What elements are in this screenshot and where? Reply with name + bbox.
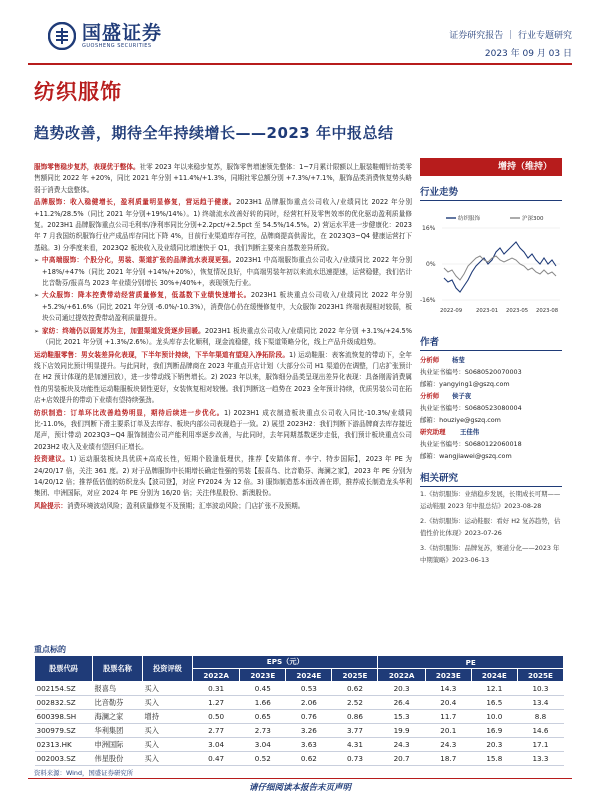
key-stocks-table bbox=[34, 655, 564, 766]
report-type: 证券研究报告 ｜ 行业专题研究 bbox=[449, 31, 572, 41]
trend-chart bbox=[420, 208, 562, 318]
cell-eps-value: 3.63 bbox=[286, 738, 332, 752]
header-year: 2023E bbox=[240, 669, 286, 682]
header-year: 2022A bbox=[193, 669, 240, 682]
cell-eps-value: 0.65 bbox=[240, 710, 286, 724]
cell-name: 伟星股份 bbox=[93, 752, 143, 766]
y-tick-label: -16% bbox=[420, 297, 436, 304]
cell-eps-value: 0.62 bbox=[286, 752, 332, 766]
table-row bbox=[35, 724, 564, 738]
header-code: 股票代码 bbox=[35, 656, 93, 682]
paragraph-5 bbox=[34, 326, 412, 349]
author-email[interactable]: 邮箱：houziye@gszq.com bbox=[420, 416, 501, 424]
cell-code: 002832.SZ bbox=[35, 696, 93, 710]
cell-rating: 买入 bbox=[143, 724, 193, 738]
authors-heading: 作者 bbox=[420, 334, 562, 351]
related-item[interactable]: 1.《纺织服饰：业绩稳步发展，长期成长可期——运动鞋服 2023 年中报总结》2023-08-28 bbox=[420, 490, 561, 510]
table-row bbox=[35, 696, 564, 710]
cell-pe-value: 12.1 bbox=[471, 682, 517, 696]
cell-code: 02313.HK bbox=[35, 738, 93, 752]
y-tick-label: 0% bbox=[426, 261, 436, 268]
cell-eps-value: 0.47 bbox=[193, 752, 240, 766]
header-year: 2024E bbox=[471, 669, 517, 682]
paragraph-text: 1) 运动服装板块具优质+高成长性，短期个股逢低埋伏，推荐【安踏体育、李宁、特步国际】，2023 年 PE 为 24/20/17 倍，关注 361 度。2) 对于品牌服饰中长期增长确定性强的男装【报喜鸟、比音勒芬、海澜之家】，2023 年 PE 分别为 14/20/12 倍；推荐低估值的纺织龙头【波司登】，对应 FY2024 为 12 倍。3) 服饰制造基本面改善在即，推荐成长制造龙头华利集团、申洲国际，对应 2024 年 PE 分别为 16/20 倍；关注伟星股份、新澳股份。 bbox=[34, 455, 412, 498]
cell-eps-value: 2.77 bbox=[193, 724, 240, 738]
paragraph-heading: 家纺：终端仍以弱复苏为主，加盟渠道发货逐步回暖。 bbox=[42, 326, 205, 335]
header-divider bbox=[28, 63, 572, 65]
cell-pe-value: 8.8 bbox=[517, 710, 563, 724]
paragraph-8 bbox=[34, 454, 412, 500]
trend-chart-svg bbox=[420, 208, 562, 318]
logo-cn-text: 国盛证券 bbox=[82, 22, 163, 44]
cell-rating: 买入 bbox=[143, 682, 193, 696]
cell-pe-value: 19.9 bbox=[378, 724, 425, 738]
table-header-row bbox=[35, 656, 564, 669]
header-rating: 投资评级 bbox=[143, 656, 193, 682]
paragraph-text: 2023H1 板块重点公司收入/业绩同比 2022 年分别 +5.2%/+61.6%（同比 2021 年分别 -6.0%/-10.3%），消费信心仍在缓慢修复中，大众服饰 2023H1 终端表现相对较弱，板块公司通过提效控费带动盈利质量提升。 bbox=[42, 291, 412, 323]
header-year: 2025E bbox=[517, 669, 563, 682]
logo-mark-icon bbox=[48, 22, 76, 50]
cell-eps-value: 1.27 bbox=[193, 696, 240, 710]
paragraph-3 bbox=[34, 255, 412, 289]
table-row bbox=[35, 752, 564, 766]
cell-rating: 买入 bbox=[143, 738, 193, 752]
report-date: 2023 年 09 月 03 日 bbox=[484, 49, 572, 59]
cell-name: 报喜鸟 bbox=[93, 682, 143, 696]
cell-pe-value: 14.6 bbox=[517, 724, 563, 738]
paragraph-6 bbox=[34, 350, 412, 407]
cell-pe-value: 20.4 bbox=[425, 696, 471, 710]
cell-pe-value: 20.3 bbox=[378, 682, 425, 696]
cell-pe-value: 10.3 bbox=[517, 682, 563, 696]
cell-code: 002003.SZ bbox=[35, 752, 93, 766]
cell-pe-value: 10.0 bbox=[471, 710, 517, 724]
paragraph-1 bbox=[34, 162, 412, 196]
cell-pe-value: 20.1 bbox=[425, 724, 471, 738]
cell-pe-value: 24.3 bbox=[378, 738, 425, 752]
company-logo bbox=[48, 16, 176, 56]
x-tick-label: 2023-01 bbox=[476, 308, 499, 314]
y-tick-label: 16% bbox=[422, 225, 436, 232]
author-cert: 执业证书编号：S0680122060018 bbox=[420, 440, 522, 448]
related-item[interactable]: 2.《纺织服饰：运动鞋服：看好 H2 复苏趋势，估值性价比体现》2023-07-26 bbox=[420, 517, 561, 537]
authors-list bbox=[420, 354, 562, 462]
cell-eps-value: 0.50 bbox=[193, 710, 240, 724]
table-row bbox=[35, 682, 564, 696]
paragraph-text: 1) 2023H1 成衣制造板块重点公司收入同比-10.3%/业绩同比-11.0%，我们判断下滑主要系订单及去库存、板块内部公司表现趋于一致。2) 展望 2023H2：我们判断下游品牌商去库存接近尾声，预计带动 2023Q3~Q4 服饰制造公司产能利用率逐步改善，与此同时，去年同期基数逐步走低，我们预计板块重点公司 2023H2 收入及业绩有望回归正增长。 bbox=[34, 408, 412, 451]
cell-rating: 增持 bbox=[143, 710, 193, 724]
header-year: 2023E bbox=[425, 669, 471, 682]
paragraph-heading: 风险提示： bbox=[34, 501, 67, 510]
cell-code: 300979.SZ bbox=[35, 724, 93, 738]
paragraph-heading: 投资建议。 bbox=[34, 455, 70, 464]
header-pe: PE bbox=[378, 656, 564, 669]
cell-name: 申洲国际 bbox=[93, 738, 143, 752]
paragraph-text: 消费环境波动风险；盈利质量修复不及预期；汇率波动风险；门店扩张不及预期。 bbox=[66, 501, 305, 510]
cell-eps-value: 0.62 bbox=[332, 682, 378, 696]
trend-heading: 行业走势 bbox=[420, 184, 562, 201]
related-heading: 相关研究 bbox=[420, 470, 562, 487]
logo-en-text: GUOSHENG SECURITIES bbox=[82, 43, 152, 49]
paragraph-text: 2023H1 板块重点公司收入/业绩同比 2022 年分别 +3.1%/+24.5%（同比 2021 年分别 +1.3%/2.6%）。龙头库存去化顺利，现金流稳健，线下渠道策略分化，线上产品升级成趋势。 bbox=[42, 326, 413, 347]
footer-disclaimer[interactable]: 请仔细阅读本报告末页声明 bbox=[28, 778, 572, 796]
paragraph-heading: 中高端服饰：个股分化，男装、渠道扩张的品牌流水表现更强。 bbox=[42, 256, 236, 265]
cell-pe-value: 16.5 bbox=[471, 696, 517, 710]
paragraph-text: 2023H1 中高端服饰重点公司收入/业绩同比 2022 年分别 +18%/+47%（同比 2021 年分别 +14%/+20%），恢复情况良好，中高端男装年初以来流水迅速提速，运营稳健，我们估计比音勒芬/报喜鸟 2023 年业绩分别增长 30%+/40%+，表现领先行业。 bbox=[42, 256, 413, 288]
cell-eps-value: 0.45 bbox=[240, 682, 286, 696]
cell-code: 002154.SZ bbox=[35, 682, 93, 696]
cell-pe-value: 11.7 bbox=[425, 710, 471, 724]
cell-pe-value: 17.1 bbox=[517, 738, 563, 752]
cell-pe-value: 18.7 bbox=[425, 752, 471, 766]
cell-pe-value: 24.3 bbox=[425, 738, 471, 752]
cell-pe-value: 15.8 bbox=[471, 752, 517, 766]
legend-label-textile: 纺织服饰 bbox=[458, 216, 481, 222]
table-title: 重点标的 bbox=[34, 645, 66, 654]
series-textile-line bbox=[444, 242, 556, 292]
header-year: 2022A bbox=[378, 669, 425, 682]
industry-name: 纺织服饰 bbox=[34, 80, 122, 104]
x-tick-label: 2023-05 bbox=[506, 308, 529, 314]
cell-rating: 买入 bbox=[143, 752, 193, 766]
cell-pe-value: 16.9 bbox=[471, 724, 517, 738]
cell-name: 海澜之家 bbox=[93, 710, 143, 724]
related-list bbox=[420, 488, 562, 569]
author-name: 王佳伟 bbox=[460, 428, 480, 436]
author-cert: 执业证书编号：S0680523080004 bbox=[420, 404, 522, 412]
cell-eps-value: 2.06 bbox=[286, 696, 332, 710]
cell-code: 600398.SH bbox=[35, 710, 93, 724]
paragraph-2 bbox=[34, 197, 412, 254]
cell-eps-value: 0.73 bbox=[332, 752, 378, 766]
author-row bbox=[420, 426, 562, 438]
author-name: 侯子夜 bbox=[452, 392, 472, 400]
author-cert: 执业证书编号：S0680520070003 bbox=[420, 368, 522, 376]
cell-eps-value: 0.86 bbox=[332, 710, 378, 724]
paragraph-heading: 大众服饰：降本控费带动经营质量修复，低基数下业绩快速增长。 bbox=[42, 291, 251, 300]
header-year: 2024E bbox=[286, 669, 332, 682]
paragraph-heading: 服饰零售稳步复苏，表现优于整体。 bbox=[34, 163, 140, 171]
paragraph-text: 1) 运动鞋服：表客流恢复的带动下，全年线下店效同比预计明显提升。与此同时，我们判断品牌商在 2023 年重点开店计划（大部分公司 H1 渠道仍在调整，门店扩张预计在 H2 预计体现的是加速回放），进一步带动线下销售增长。2) 2023 年以来，服饰细分品类呈现出差异化表现：具备刚需消费属性的男装板块及功能性运动鞋服板块韧性更好，女装恢复相对较慢。我们判断这一趋势在 2023 全年预计持续，优质男装公司在拓店+店效提升的带动下业绩有望持续强劲。 bbox=[34, 350, 412, 405]
author-role: 研究助理 bbox=[420, 428, 446, 436]
cell-eps-value: 0.76 bbox=[286, 710, 332, 724]
cell-eps-value: 0.31 bbox=[193, 682, 240, 696]
table-row bbox=[35, 738, 564, 752]
author-role: 分析师 bbox=[420, 392, 440, 400]
legend-label-hs300: 沪深300 bbox=[522, 216, 544, 222]
cell-pe-value: 20.3 bbox=[471, 738, 517, 752]
paragraph-heading: 品牌服饰：收入稳健增长，盈利质量明显修复，营运趋于健康。 bbox=[34, 198, 237, 207]
rating-badge: 增持（维持） bbox=[420, 158, 562, 176]
paragraph-heading: 纺织制造：订单环比改善趋势明显，期待后续进一步优化。 bbox=[34, 408, 224, 417]
cell-eps-value: 4.31 bbox=[332, 738, 378, 752]
cell-name: 华利集团 bbox=[93, 724, 143, 738]
cell-pe-value: 15.3 bbox=[378, 710, 425, 724]
report-body bbox=[34, 162, 412, 513]
cell-eps-value: 3.04 bbox=[193, 738, 240, 752]
cell-eps-value: 2.52 bbox=[332, 696, 378, 710]
cell-rating: 买入 bbox=[143, 696, 193, 710]
table-row bbox=[35, 710, 564, 724]
related-item[interactable]: 3.《纺织服饰：品牌复苏，赛道分化——2023 年中期策略》2023-06-13 bbox=[420, 544, 560, 564]
cell-pe-value: 13.4 bbox=[517, 696, 563, 710]
author-role: 分析师 bbox=[420, 356, 440, 364]
x-tick-label: 2022-09 bbox=[440, 308, 463, 314]
cell-eps-value: 3.26 bbox=[286, 724, 332, 738]
author-email[interactable]: 邮箱：yangying1@gszq.com bbox=[420, 380, 510, 388]
report-title: 趋势改善，期待全年持续增长——2023 年中报总结 bbox=[34, 124, 394, 142]
cell-pe-value: 13.3 bbox=[517, 752, 563, 766]
paragraph-text: 2023H1 品牌服饰重点公司收入/业绩同比 2022 年分别 +11.2%/28.5%（同比 2021 年分别+19%/14%）。1) 终端流水改善好转的同时，经营杠杆及零售效率的优化驱动盈利质量修复。2023H1 品牌服饰重点公司毛利率/净利率同比分别+2.2pct/+2.5pct 至 54.5%/14.5%。2) 营运水平进一步健康化：2023 年 7 月我国纺织服饰行业产成品库存同比下降 4%，目前行业渠道库存可控，品牌商提高供需比，在 2023Q3~Q4 健康运营打下基础。3) 分季度来看，2023Q2 板块收入及业绩同比增速快于 Q1，我们判断主要来自基数差异所致。 bbox=[34, 198, 412, 252]
cell-eps-value: 3.77 bbox=[332, 724, 378, 738]
paragraph-4 bbox=[34, 290, 412, 324]
cell-eps-value: 2.73 bbox=[240, 724, 286, 738]
paragraph-9 bbox=[34, 501, 412, 512]
author-row bbox=[420, 354, 562, 366]
series-hs300-line bbox=[444, 256, 556, 280]
cell-eps-value: 0.52 bbox=[240, 752, 286, 766]
paragraph-7 bbox=[34, 408, 412, 454]
cell-eps-value: 3.04 bbox=[240, 738, 286, 752]
paragraph-text: 社零 2023 年以来稳步复苏，服饰零售增速领先整体：1~7月累计限额以上服装鞋帽针纺类零售额同比 2022 年 +20%，同比 2021 年分别 +11.4%/+1.3%，同期社零总额分别 +7.3%/+7.1%，服饰品类消费恢复势头略弱于消费大盘整体。 bbox=[34, 163, 413, 194]
author-email[interactable]: 邮箱：wangjiawei@gszq.com bbox=[420, 452, 512, 460]
header-eps: EPS（元） bbox=[193, 656, 378, 669]
cell-pe-value: 20.7 bbox=[378, 752, 425, 766]
header-name: 股票名称 bbox=[93, 656, 143, 682]
author-name: 杨莹 bbox=[452, 356, 465, 364]
author-row bbox=[420, 390, 562, 402]
cell-pe-value: 14.3 bbox=[425, 682, 471, 696]
x-tick-label: 2023-08 bbox=[536, 308, 559, 314]
cell-pe-value: 26.4 bbox=[378, 696, 425, 710]
paragraph-heading: 运动鞋服零售：男女装差异化表现，下半年预计持续，下半年渠道有望迎入净拓阶段。 bbox=[34, 350, 290, 359]
header-year: 2025E bbox=[332, 669, 378, 682]
cell-eps-value: 1.66 bbox=[240, 696, 286, 710]
table-source: 资料来源：Wind，国盛证券研究所 bbox=[34, 769, 134, 777]
cell-eps-value: 0.53 bbox=[286, 682, 332, 696]
cell-name: 比音勒芬 bbox=[93, 696, 143, 710]
